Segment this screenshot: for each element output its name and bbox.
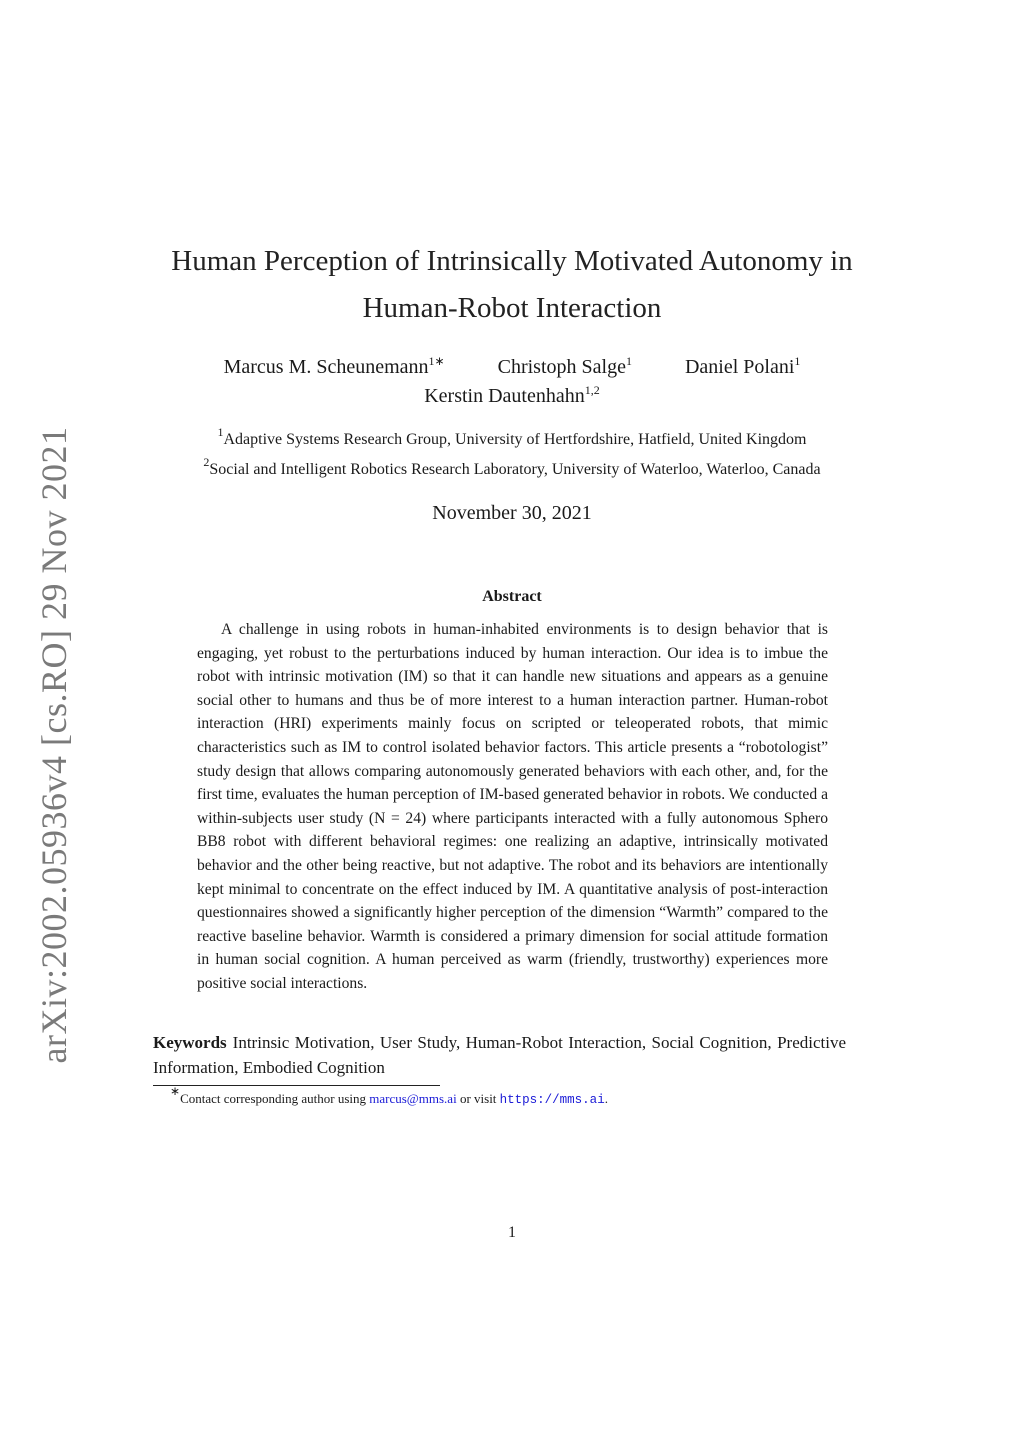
authors-row [0,356,1024,379]
affiliation-1: $^1$Adaptive Systems Research Group, University of Hertfordshire, Hatfield, United Kingdom [217,425,807,448]
paper-title-line-2: Human-Robot Interaction [362,292,662,324]
author-polani: Daniel Polani$^1$ [684,354,801,378]
affiliation-2: $^2$Social and Intelligent Robotics Research Laboratory, University of Waterloo, Waterloo, Canada [203,455,821,478]
keywords-label: Keywords [153,1033,227,1052]
paper-title-line-1: Human Perception of Intrinsically Motivated Autonomy in [171,245,853,277]
authors-row-2 [0,385,1024,408]
footnote: ∗Contact corresponding author using marcus@mms.ai or visit https://mms.ai. [170,1084,608,1107]
author-salge: Christoph Salge$^1$ [497,354,632,378]
arxiv-stamp: arXiv:2002.05936v4 [cs.RO] 29 Nov 2021 [34,426,74,1064]
keywords [153,1030,846,1080]
email-link[interactable]: marcus@mms.ai [369,1091,457,1106]
author-scheunemann: Marcus M. Scheunemann$^{1∗}$ [223,354,445,378]
author-dautenhahn: Kerstin Dautenhahn$^{1,2}$ [424,383,600,407]
website-link[interactable]: https://mms.ai [499,1093,605,1107]
paper-date: November 30, 2021 [432,502,592,524]
abstract-heading: Abstract [482,588,542,605]
footnote-rule [153,1085,440,1086]
page-number: 1 [508,1224,516,1241]
keywords-text: Intrinsic Motivation, User Study, Human-Robot Interaction, Social Cognition, Predictive Information, Embodied Cognition [153,1033,846,1077]
abstract-text: A challenge in using robots in human-inhabited environments is to design behavior that is engaging, yet robust to the perturbations induced by human interaction. Our idea is to imbue the robot with intrinsic motivation (IM) so that it can handle new situations and appears as a genuine social other to humans and thus be of more interest to a human interaction partner. Human-robot interaction (HRI) experiments mainly focus on scripted or teleoperated robots, that mimic characteristics such as IM to control isolated behavior factors. This article presents a “robotologist” study design that allows comparing autonomously generated behaviors with each other, and, for the first time, evaluates the human perception of IM-based generated behavior in robots. We conducted a within-subjects user study (N = 24) where participants interacted with a fully autonomous Sphero BB8 robot with different behavioral regimes: one realizing an adaptive, intrinsically motivated behavior and the other being reactive, but not adaptive. The robot and its behaviors are intentionally kept minimal to concentrate on the effect induced by IM. A quantitative analysis of post-interaction questionnaires showed a significantly higher perception of the dimension “Warmth” compared to the reactive baseline behavior. Warmth is considered a primary dimension for social attitude formation in human social cognition. A human perceived as warm (friendly, trustworthy) experiences more positive social interactions. [197,621,828,992]
